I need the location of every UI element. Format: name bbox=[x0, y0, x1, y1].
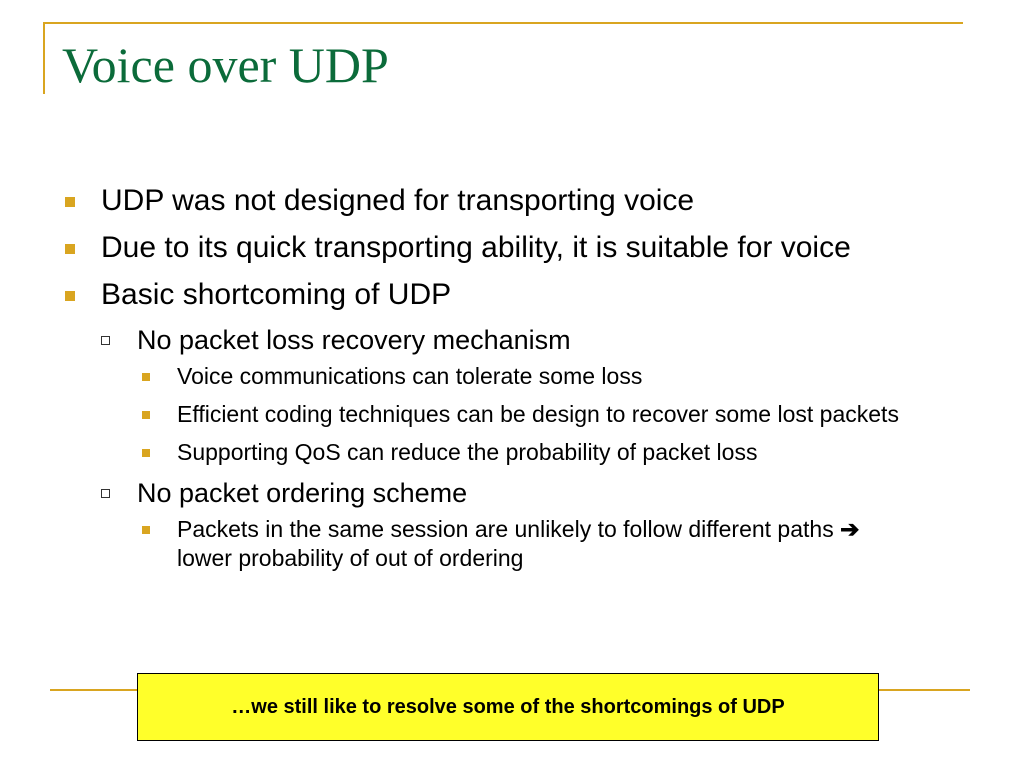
sub-bullet-text: No packet ordering scheme bbox=[137, 478, 468, 508]
square-bullet-icon bbox=[142, 411, 150, 419]
bullet-udp-not-designed bbox=[60, 182, 960, 220]
detail-bullet-tolerate-loss bbox=[60, 362, 960, 391]
sub-bullet-loss-recovery bbox=[60, 323, 960, 357]
square-bullet-icon bbox=[142, 373, 150, 381]
callout-box bbox=[137, 673, 879, 741]
hollow-square-bullet-icon bbox=[101, 336, 110, 345]
right-arrow-icon: ➔ bbox=[840, 516, 860, 542]
detail-bullet-text-before-arrow: Packets in the same session are unlikely to follow different paths bbox=[177, 516, 841, 542]
sub-bullet-ordering-scheme bbox=[60, 476, 960, 510]
square-bullet-icon bbox=[142, 449, 150, 457]
detail-bullet-text: Voice communications can tolerate some loss bbox=[177, 363, 643, 389]
left-accent-line bbox=[43, 22, 45, 94]
square-bullet-icon bbox=[65, 291, 75, 301]
detail-bullet-efficient-coding bbox=[60, 400, 960, 429]
callout-text: …we still like to resolve some of the shortcomings of UDP bbox=[231, 695, 785, 718]
detail-bullet-packet-paths bbox=[60, 515, 960, 573]
square-bullet-icon bbox=[65, 244, 75, 254]
bullet-text: Basic shortcoming of UDP bbox=[101, 278, 452, 311]
sub-bullet-text: No packet loss recovery mechanism bbox=[137, 325, 571, 355]
detail-bullet-text-after-arrow: lower probability of out of ordering bbox=[177, 545, 524, 571]
hollow-square-bullet-icon bbox=[101, 489, 110, 498]
detail-bullet-text: Efficient coding techniques can be design to recover some lost packets bbox=[177, 401, 899, 427]
bullet-basic-shortcoming bbox=[60, 276, 960, 314]
detail-bullet-text: Supporting QoS can reduce the probability of packet loss bbox=[177, 439, 758, 465]
square-bullet-icon bbox=[142, 526, 150, 534]
detail-bullet-qos bbox=[60, 438, 960, 467]
bullet-text: Due to its quick transporting ability, it is suitable for voice bbox=[101, 231, 851, 264]
top-divider-line bbox=[43, 22, 963, 24]
slide-content bbox=[60, 182, 960, 582]
square-bullet-icon bbox=[65, 197, 75, 207]
bullet-quick-transport bbox=[60, 229, 960, 267]
slide-title: Voice over UDP bbox=[62, 37, 389, 93]
bullet-text: UDP was not designed for transporting voice bbox=[101, 184, 695, 217]
